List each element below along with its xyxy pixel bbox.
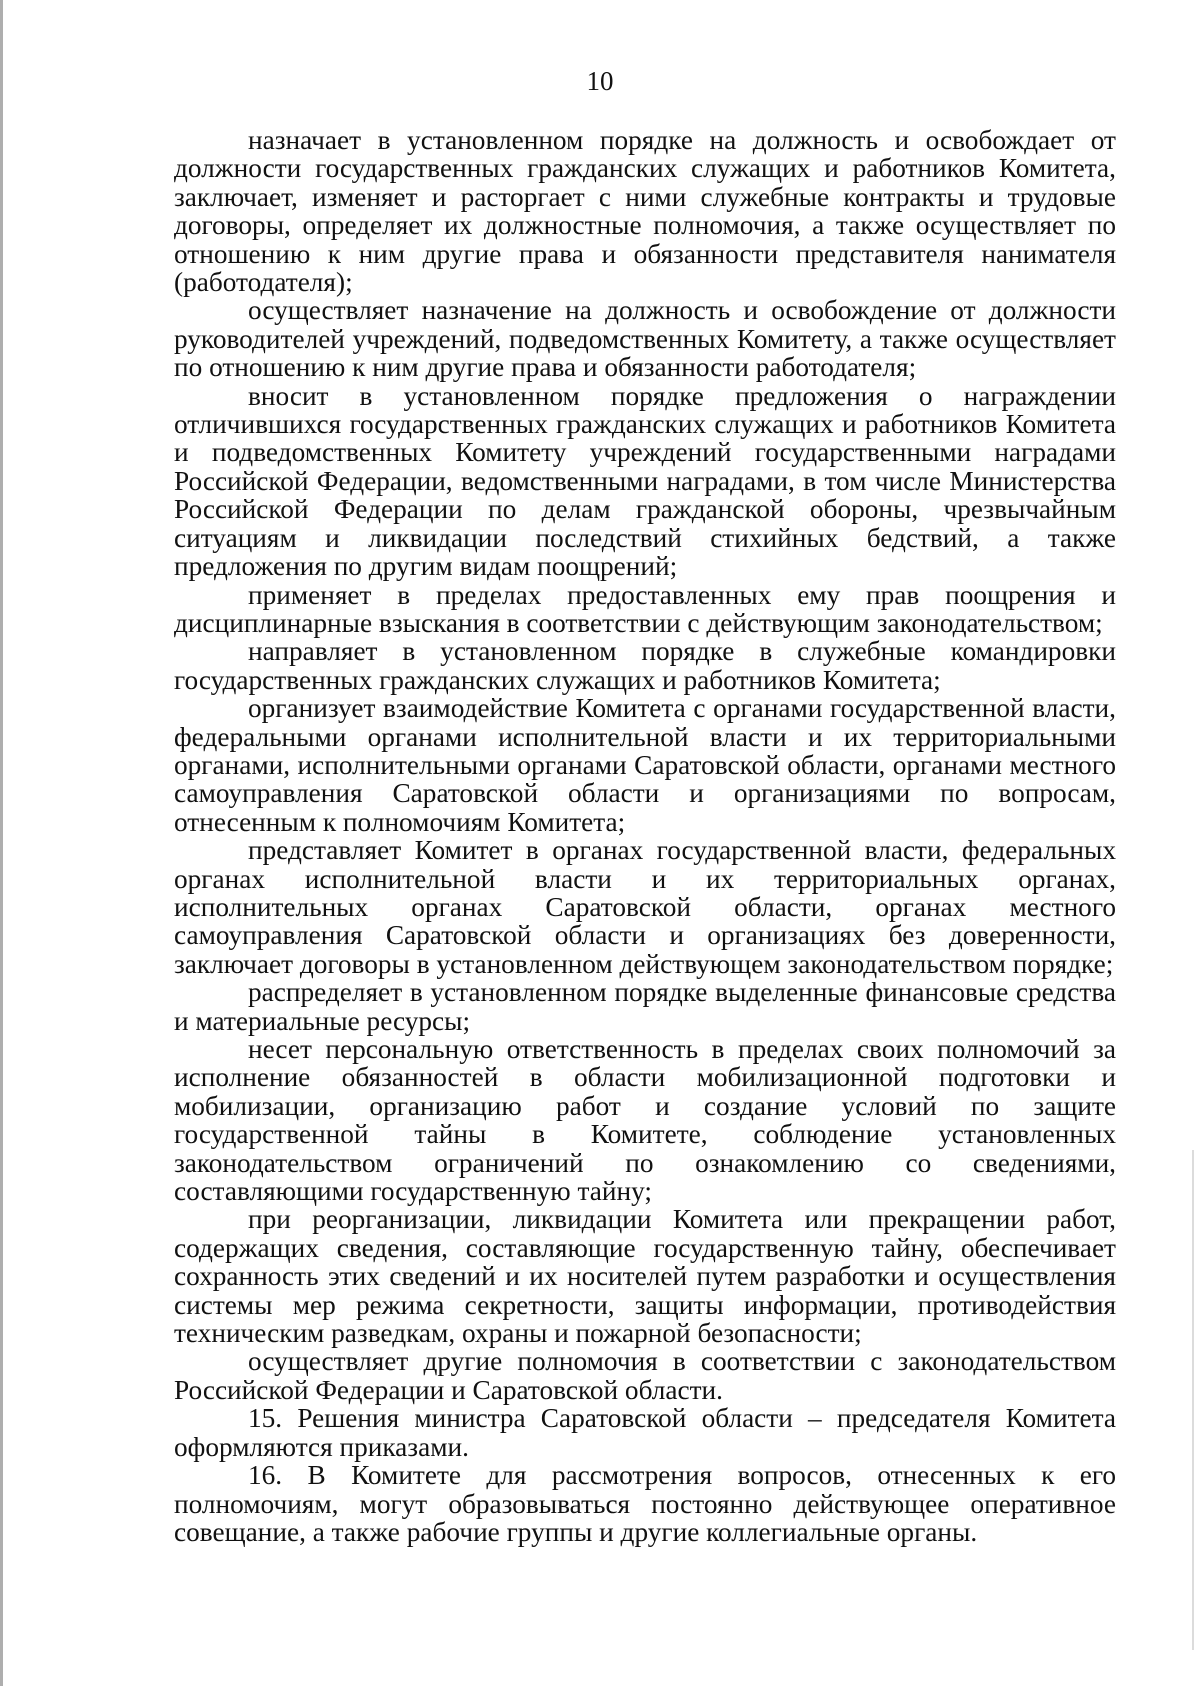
paragraph-business-trips: направляет в установленном порядке в служебные командировки государственных гражданских служащих и работников Комитета; xyxy=(174,636,1116,695)
paragraph-appoints-staff: назначает в установленном порядке на должность и освобождает от должности государственных гражданских служащих и работников Комитета, заключает, изменяет и расторгает с ними служебные контракты и трудовые договоры, определяет их должностные полномочия, а также осуществляет по отношению к ним другие права и обязанности представителя нанимателя (работодателя); xyxy=(174,125,1116,298)
paragraph-representation: представляет Комитет в органах государственной власти, федеральных органах исполнительной власти и их территориальных органах, исполнительных органах Саратовской области, органах местного самоуправления Саратовской области и организациях без доверенности, заключает договоры в установленном действующем законодательством порядке; xyxy=(174,835,1116,979)
paragraph-interaction: организует взаимодействие Комитета с органами государственной власти, федеральными органами исполнительной власти и их территориальными органами, исполнительными органами Саратовской области, органами местного самоуправления Саратовской области и организациями по вопросам, отнесенным к полномочиям Комитета; xyxy=(174,693,1116,837)
scan-edge-right xyxy=(1192,1150,1194,1650)
paragraph-responsibility: несет персональную ответственность в пределах своих полномочий за исполнение обязанностей в области мобилизационной подготовки и мобилизации, организацию работ и создание условий по защите государственной тайны в Комитете, соблюдение установленных законодательством ограничений по ознакомлению со сведениями, составляющими государственную тайну; xyxy=(174,1034,1116,1207)
paragraph-finances: распределяет в установленном порядке выделенные финансовые средства и материальные ресурсы; xyxy=(174,977,1116,1036)
paragraph-other-powers: осуществляет другие полномочия в соответствии с законодательством Российской Федерации и Саратовской области. xyxy=(174,1346,1116,1405)
paragraph-appoints-heads: осуществляет назначение на должность и освобождение от должности руководителей учреждений, подведомственных Комитету, а также осуществляет по отношению к ним другие права и обязанности работодателя; xyxy=(174,295,1116,383)
document-body xyxy=(174,126,1116,1546)
page-number: 10 xyxy=(586,66,614,96)
paragraph-secrecy: при реорганизации, ликвидации Комитета или прекращении работ, содержащих сведения, составляющие государственную тайну, обеспечивает сохранность этих сведений и их носителей путем разработки и осуществления системы мер режима секретности, защиты информации, противодействия техническим разведкам, охраны и пожарной безопасности; xyxy=(174,1204,1116,1349)
paragraph-incentives: применяет в пределах предоставленных ему прав поощрения и дисциплинарные взыскания в соответствии с действующим законодательством; xyxy=(174,579,1116,638)
paragraph-awards: вносит в установленном порядке предложения о награждении отличившихся государственных гражданских служащих и работников Комитета и подведомственных Комитету учреждений государственными наградами Российской Федерации, ведомственными наградами, в том числе Министерства Российской Федерации по делам гражданской обороны, чрезвычайным ситуациям и ликвидации последствий стихийных бедствий, а также предложения по другим видам поощрений; xyxy=(174,380,1116,582)
scan-edge-left xyxy=(0,0,3,1686)
paragraph-clause-16: 16. В Комитете для рассмотрения вопросов, отнесенных к его полномочиям, могут образовываться постоянно действующее оперативное совещание, а также рабочие группы и другие коллегиальные органы. xyxy=(174,1460,1116,1547)
paragraph-clause-15: 15. Решения министра Саратовской области – председателя Комитета оформляются приказами. xyxy=(174,1403,1116,1462)
